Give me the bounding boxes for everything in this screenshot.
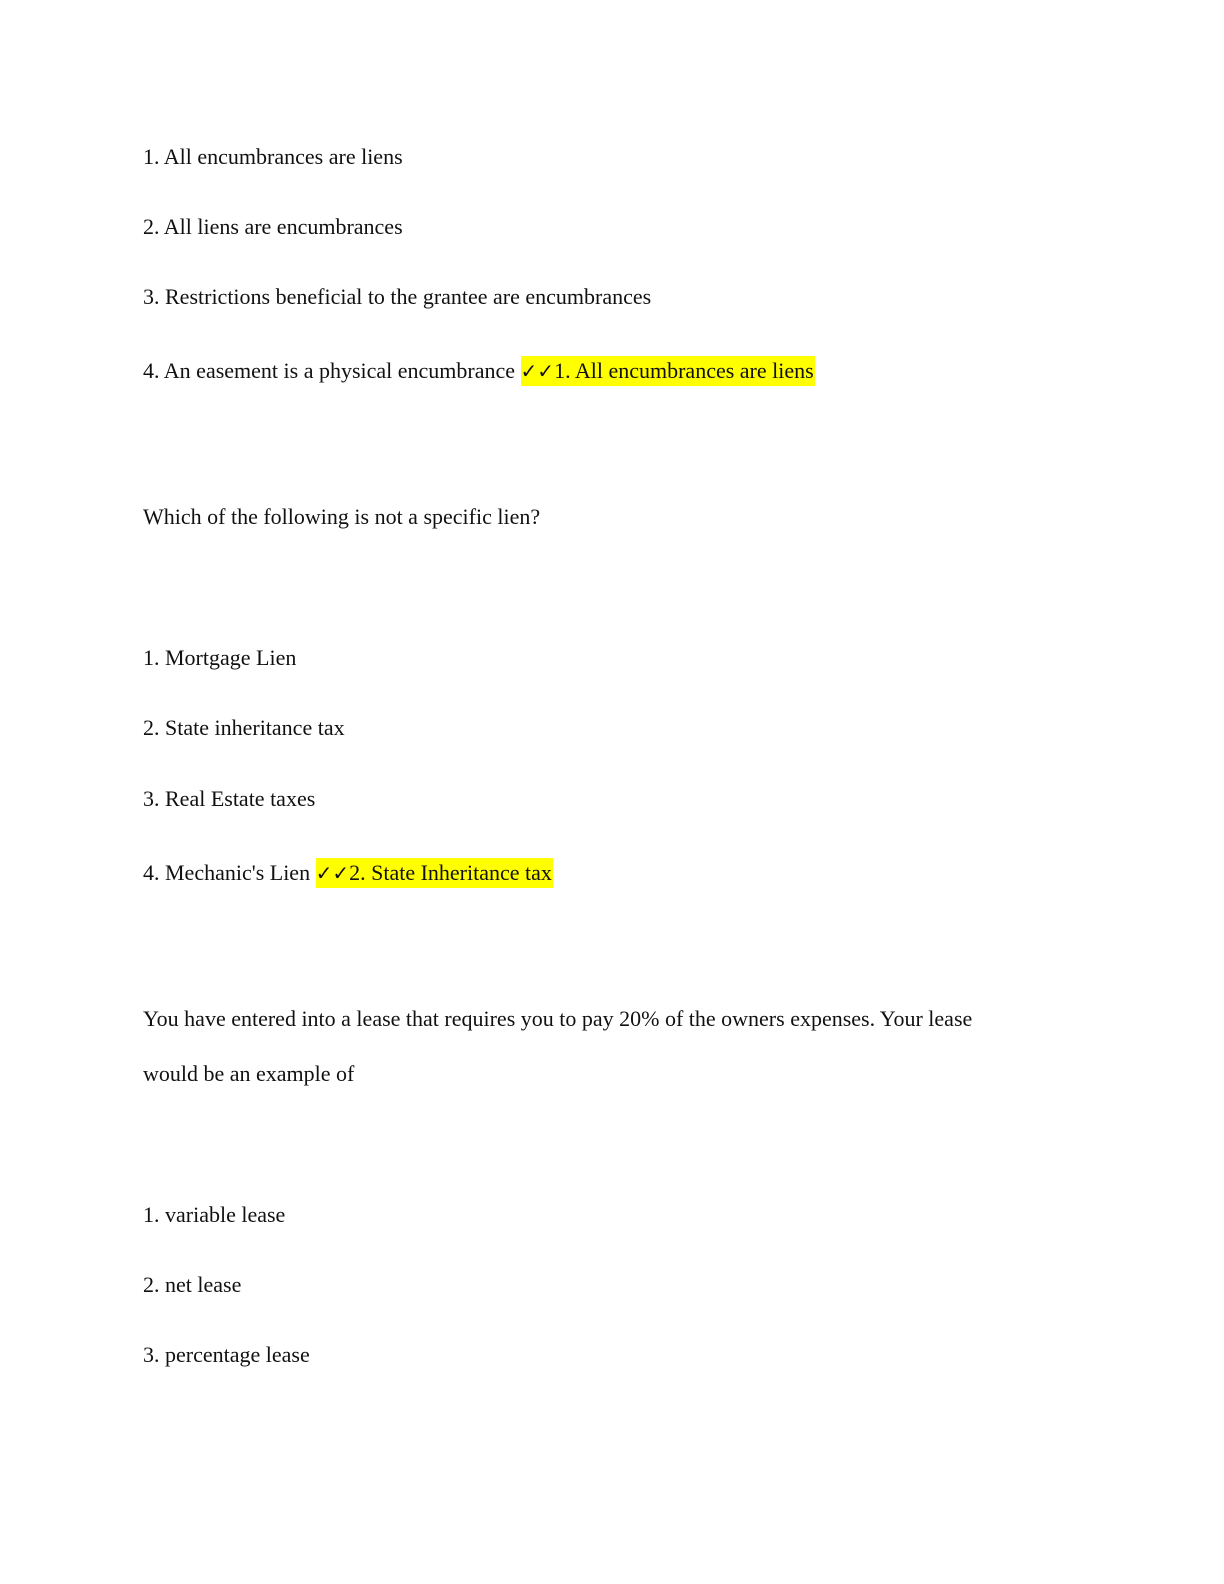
option-2: 2. State inheritance tax bbox=[143, 715, 345, 740]
question-lease-line-1: You have entered into a lease that requires you to pay 20% of the owners expenses. Your lease bbox=[143, 1006, 973, 1031]
option-1: 1. All encumbrances are liens bbox=[143, 144, 403, 169]
option-1: 1. Mortgage Lien bbox=[143, 645, 297, 670]
double-check-icon: ✓✓ bbox=[315, 861, 350, 885]
question-specific-lien: Which of the following is not a specific lien? bbox=[143, 504, 541, 529]
option-3: 3. Restrictions beneficial to the grantee are encumbrances bbox=[143, 284, 652, 309]
option-2: 2. All liens are encumbrances bbox=[143, 214, 403, 239]
question-lease-line-2: would be an example of bbox=[143, 1061, 355, 1086]
option-1: 1. variable lease bbox=[143, 1202, 286, 1227]
option-4-with-answer bbox=[143, 858, 553, 888]
option-3: 3. percentage lease bbox=[143, 1342, 310, 1367]
option-4-with-answer bbox=[143, 356, 815, 386]
answer-highlight bbox=[316, 858, 553, 888]
answer-highlight bbox=[521, 356, 815, 386]
option-4: 4. Mechanic's Lien bbox=[143, 860, 311, 885]
option-4: 4. An easement is a physical encumbrance bbox=[143, 358, 516, 383]
option-3: 3. Real Estate taxes bbox=[143, 786, 316, 811]
option-2: 2. net lease bbox=[143, 1272, 242, 1297]
answer-text: 2. State Inheritance tax bbox=[349, 860, 552, 885]
answer-text: 1. All encumbrances are liens bbox=[554, 358, 814, 383]
double-check-icon: ✓✓ bbox=[520, 359, 555, 383]
